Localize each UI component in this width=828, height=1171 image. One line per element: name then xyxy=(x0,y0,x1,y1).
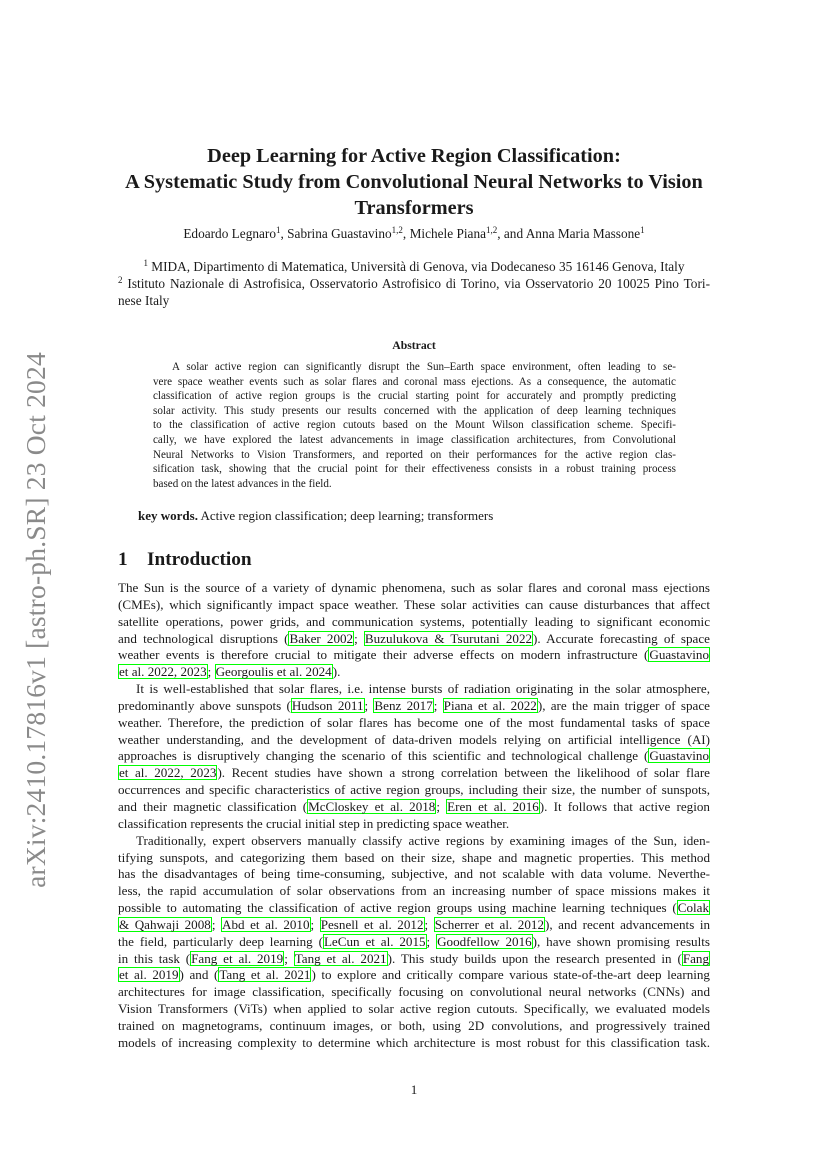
abstract-line: Neural Networks to Vision Transformers, and reported on their performances for the active region clas- xyxy=(153,448,676,461)
affiliation-text: nese Italy xyxy=(118,292,170,308)
citation-link[interactable]: Buzulukova & Tsurutani 2022 xyxy=(364,630,533,646)
citation-link[interactable]: Guastavino xyxy=(649,647,709,663)
citation-link[interactable]: Fang xyxy=(682,950,710,966)
body-line: has the disadvantages of being time-consuming, subjective, and not scalable with data volume. Neverthe- xyxy=(118,866,710,882)
affiliation-text: Istituto Nazionale di Astrofisica, Osservatorio Astrofisico di Torino, via Osservatorio 20 10025 Pino Tori- xyxy=(127,275,710,291)
citation-link[interactable]: Piana et al. 2022 xyxy=(443,697,537,713)
body-line: weather events is therefore crucial to mitigate their adverse effects on modern infrastructure (Guastavino xyxy=(118,647,709,663)
affiliations xyxy=(118,259,710,309)
body-line: occurrences and specific characteristics of active region groups, including their size, the number of sunspots, xyxy=(118,782,710,798)
body-line: It is well-established that solar flares, i.e. intense bursts of radiation originating in the solar atmosphere, xyxy=(136,681,710,697)
citation-link[interactable]: Fang et al. 2019 xyxy=(191,950,284,966)
citation-link[interactable]: Guastavino xyxy=(649,748,709,764)
body-line: approaches is disruptively changing the scenario of this scientific and technological challenge (Guastavino xyxy=(118,748,709,764)
affiliation-mark: 1 xyxy=(143,258,148,268)
body-line: predominantly above sunspots (Hudson 2011; Benz 2017; Piana et al. 2022), are the main trigger of space xyxy=(118,697,710,713)
body-line: et al. 2019) and (Tang et al. 2021) to explore and critically compare various state-of-the-art deep learning xyxy=(119,967,710,983)
citation-link[interactable]: Benz 2017 xyxy=(374,697,433,713)
citation-link[interactable]: Scherrer et al. 2012 xyxy=(434,916,544,932)
author-affiliation-mark: 1 xyxy=(275,225,281,235)
citation-link[interactable]: & Qahwaji 2008 xyxy=(119,916,211,932)
body-line: weather understanding, and the development of data-driven models relying on artificial intelligence (AI) xyxy=(118,731,710,747)
abstract-line: A solar active region can significantly disrupt the Sun–Earth space environment, often leading to se- xyxy=(172,361,676,373)
author-affiliation-mark: 1 xyxy=(640,225,645,235)
citation-link[interactable]: et al. 2022, 2023 xyxy=(119,664,207,680)
author-name: Michele Piana xyxy=(409,226,486,241)
abstract-line: cally, we have explored the latest advancements in image classification architectures, from Convolutional xyxy=(153,433,676,446)
body-line: The Sun is the source of a variety of dynamic phenomena, such as solar flares and coronal mass ejections xyxy=(118,580,710,595)
author-name: Sabrina Guastavino xyxy=(287,226,392,241)
citation-link[interactable]: Baker 2002 xyxy=(289,630,354,646)
citation-link[interactable]: McCloskey et al. 2018 xyxy=(308,798,436,814)
citation-link[interactable]: Tang et al. 2021 xyxy=(219,967,311,983)
abstract-line: classification of active region groups is the crucial starting point for accurately and promptly predicting xyxy=(153,390,676,403)
body-line: models of increasing complexity to determine which architecture is most robust for this classification task. xyxy=(118,1034,710,1050)
citation-link[interactable]: Tang et al. 2021 xyxy=(294,950,387,966)
author-separator: , xyxy=(280,226,288,241)
body-line: and their magnetic classification (McCloskey et al. 2018; Eren et al. 2016). It follows that active region xyxy=(118,798,710,814)
citation-link[interactable]: Colak xyxy=(677,900,709,916)
author-affiliation-mark: 1,2 xyxy=(391,225,403,235)
paper-title xyxy=(118,143,710,221)
abstract-line: sification task, showing that the crucial point for their effectiveness consists in a robust training process xyxy=(153,463,676,476)
affiliation-mark: 2 xyxy=(118,274,123,285)
author-name: Anna Maria Massone xyxy=(525,226,641,241)
keywords-text: Active region classification; deep learning; transformers xyxy=(200,508,494,523)
body-line: satellite operations, power grids, and communication systems, potentially leading to significant economic xyxy=(118,613,710,629)
affiliation-line xyxy=(118,293,710,310)
body-line: trained on magnetograms, continuum images, or both, using 2D convolutions, and progressively trained xyxy=(118,1017,710,1033)
title-line: A Systematic Study from Convolutional Neural Networks to Vision xyxy=(125,171,703,193)
abstract xyxy=(153,360,676,491)
body-line: classification represents the crucial initial step in predicting space weather. xyxy=(118,815,510,831)
arxiv-stamp-text: arXiv:2410.17816v1 [astro-ph.SR] 23 Oct 2024 xyxy=(20,352,52,888)
body-line: et al. 2022, 2023; Georgoulis et al. 2024). xyxy=(119,664,341,680)
section-number: 1 xyxy=(118,549,128,570)
citation-link[interactable]: Pesnell et al. 2012 xyxy=(320,916,424,932)
arxiv-stamp xyxy=(10,340,62,900)
page-number: 1 xyxy=(410,1082,418,1097)
body-line: et al. 2022, 2023). Recent studies have shown a strong correlation between the likelihood of solar flare xyxy=(119,765,710,781)
introduction-body xyxy=(118,580,710,1052)
body-line: tifying sunspots, and categorizing them based on their size, shape and magnetic properties. This method xyxy=(118,849,710,865)
author-affiliation-mark: 1,2 xyxy=(486,225,498,235)
abstract-line: solar activity. This study presents our results concerned with the application of deep learning techniques xyxy=(153,404,676,417)
abstract-line: to the classification of active region cutouts based on the Mount Wilson classification scheme. Specifi- xyxy=(153,419,676,432)
citation-link[interactable]: Georgoulis et al. 2024 xyxy=(215,664,332,680)
author-separator: , and xyxy=(497,226,526,241)
body-line: (CMEs), which significantly impact space weather. These solar activities can cause disturbances that affect xyxy=(118,596,710,612)
body-line: the field, particularly deep learning (LeCun et al. 2015; Goodfellow 2016), have shown promising results xyxy=(118,933,710,949)
citation-link[interactable]: et al. 2022, 2023 xyxy=(119,765,217,781)
keywords-label: key words. xyxy=(138,508,198,523)
abstract-line: vere space weather events such as solar flares and coronal mass ejections. As a consequence, the automatic xyxy=(153,375,676,388)
affiliation-text: MIDA, Dipartimento di Matematica, Università di Genova, via Dodecaneso 35 16146 Genova, Italy xyxy=(151,259,685,274)
body-line: weather. Therefore, the prediction of solar flares has become one of the most fundamental tasks of space xyxy=(118,714,710,730)
section-title: Introduction xyxy=(147,549,252,570)
body-line: Traditionally, expert observers manually classify active regions by examining images of the Sun, iden- xyxy=(136,832,710,848)
author-separator: , xyxy=(402,226,410,241)
affiliation-line xyxy=(118,276,710,293)
body-line: less, the rapid accumulation of solar observations from an increasing number of space missions makes it xyxy=(118,883,710,899)
citation-link[interactable]: Abd et al. 2010 xyxy=(222,916,310,932)
abstract-heading: Abstract xyxy=(392,339,436,352)
author-list xyxy=(118,225,710,242)
abstract-line: based on the latest advances in the field. xyxy=(153,477,332,490)
body-line: possible to automating the classification of active region groups using machine learning techniques (Colak xyxy=(118,900,709,916)
citation-link[interactable]: LeCun et al. 2015 xyxy=(323,933,426,949)
body-line: and technological disruptions (Baker 2002; Buzulukova & Tsurutani 2022). Accurate forecasting of space xyxy=(118,630,710,646)
title-line: Transformers xyxy=(354,197,474,219)
citation-link[interactable]: Goodfellow 2016 xyxy=(437,933,532,949)
section-heading xyxy=(118,549,252,571)
affiliation-line xyxy=(118,259,710,276)
citation-link[interactable]: Eren et al. 2016 xyxy=(447,798,539,814)
body-line: Vision Transformers (ViTs) when applied to solar active region cutouts. Specifically, we evaluated models xyxy=(118,1001,710,1017)
keywords xyxy=(138,508,493,524)
citation-link[interactable]: Hudson 2011 xyxy=(291,697,364,713)
title-line: Deep Learning for Active Region Classification: xyxy=(207,145,621,167)
body-line: & Qahwaji 2008; Abd et al. 2010; Pesnell et al. 2012; Scherrer et al. 2012), and recent advancements in xyxy=(119,916,711,932)
body-line: in this task (Fang et al. 2019; Tang et al. 2021). This study builds upon the research presented in (Fang xyxy=(118,950,710,966)
body-line: architectures for image classification, specifically focusing on convolutional neural networks (CNNs) and xyxy=(118,984,710,1000)
author-name: Edoardo Legnaro xyxy=(183,226,276,241)
citation-link[interactable]: et al. 2019 xyxy=(119,967,179,983)
